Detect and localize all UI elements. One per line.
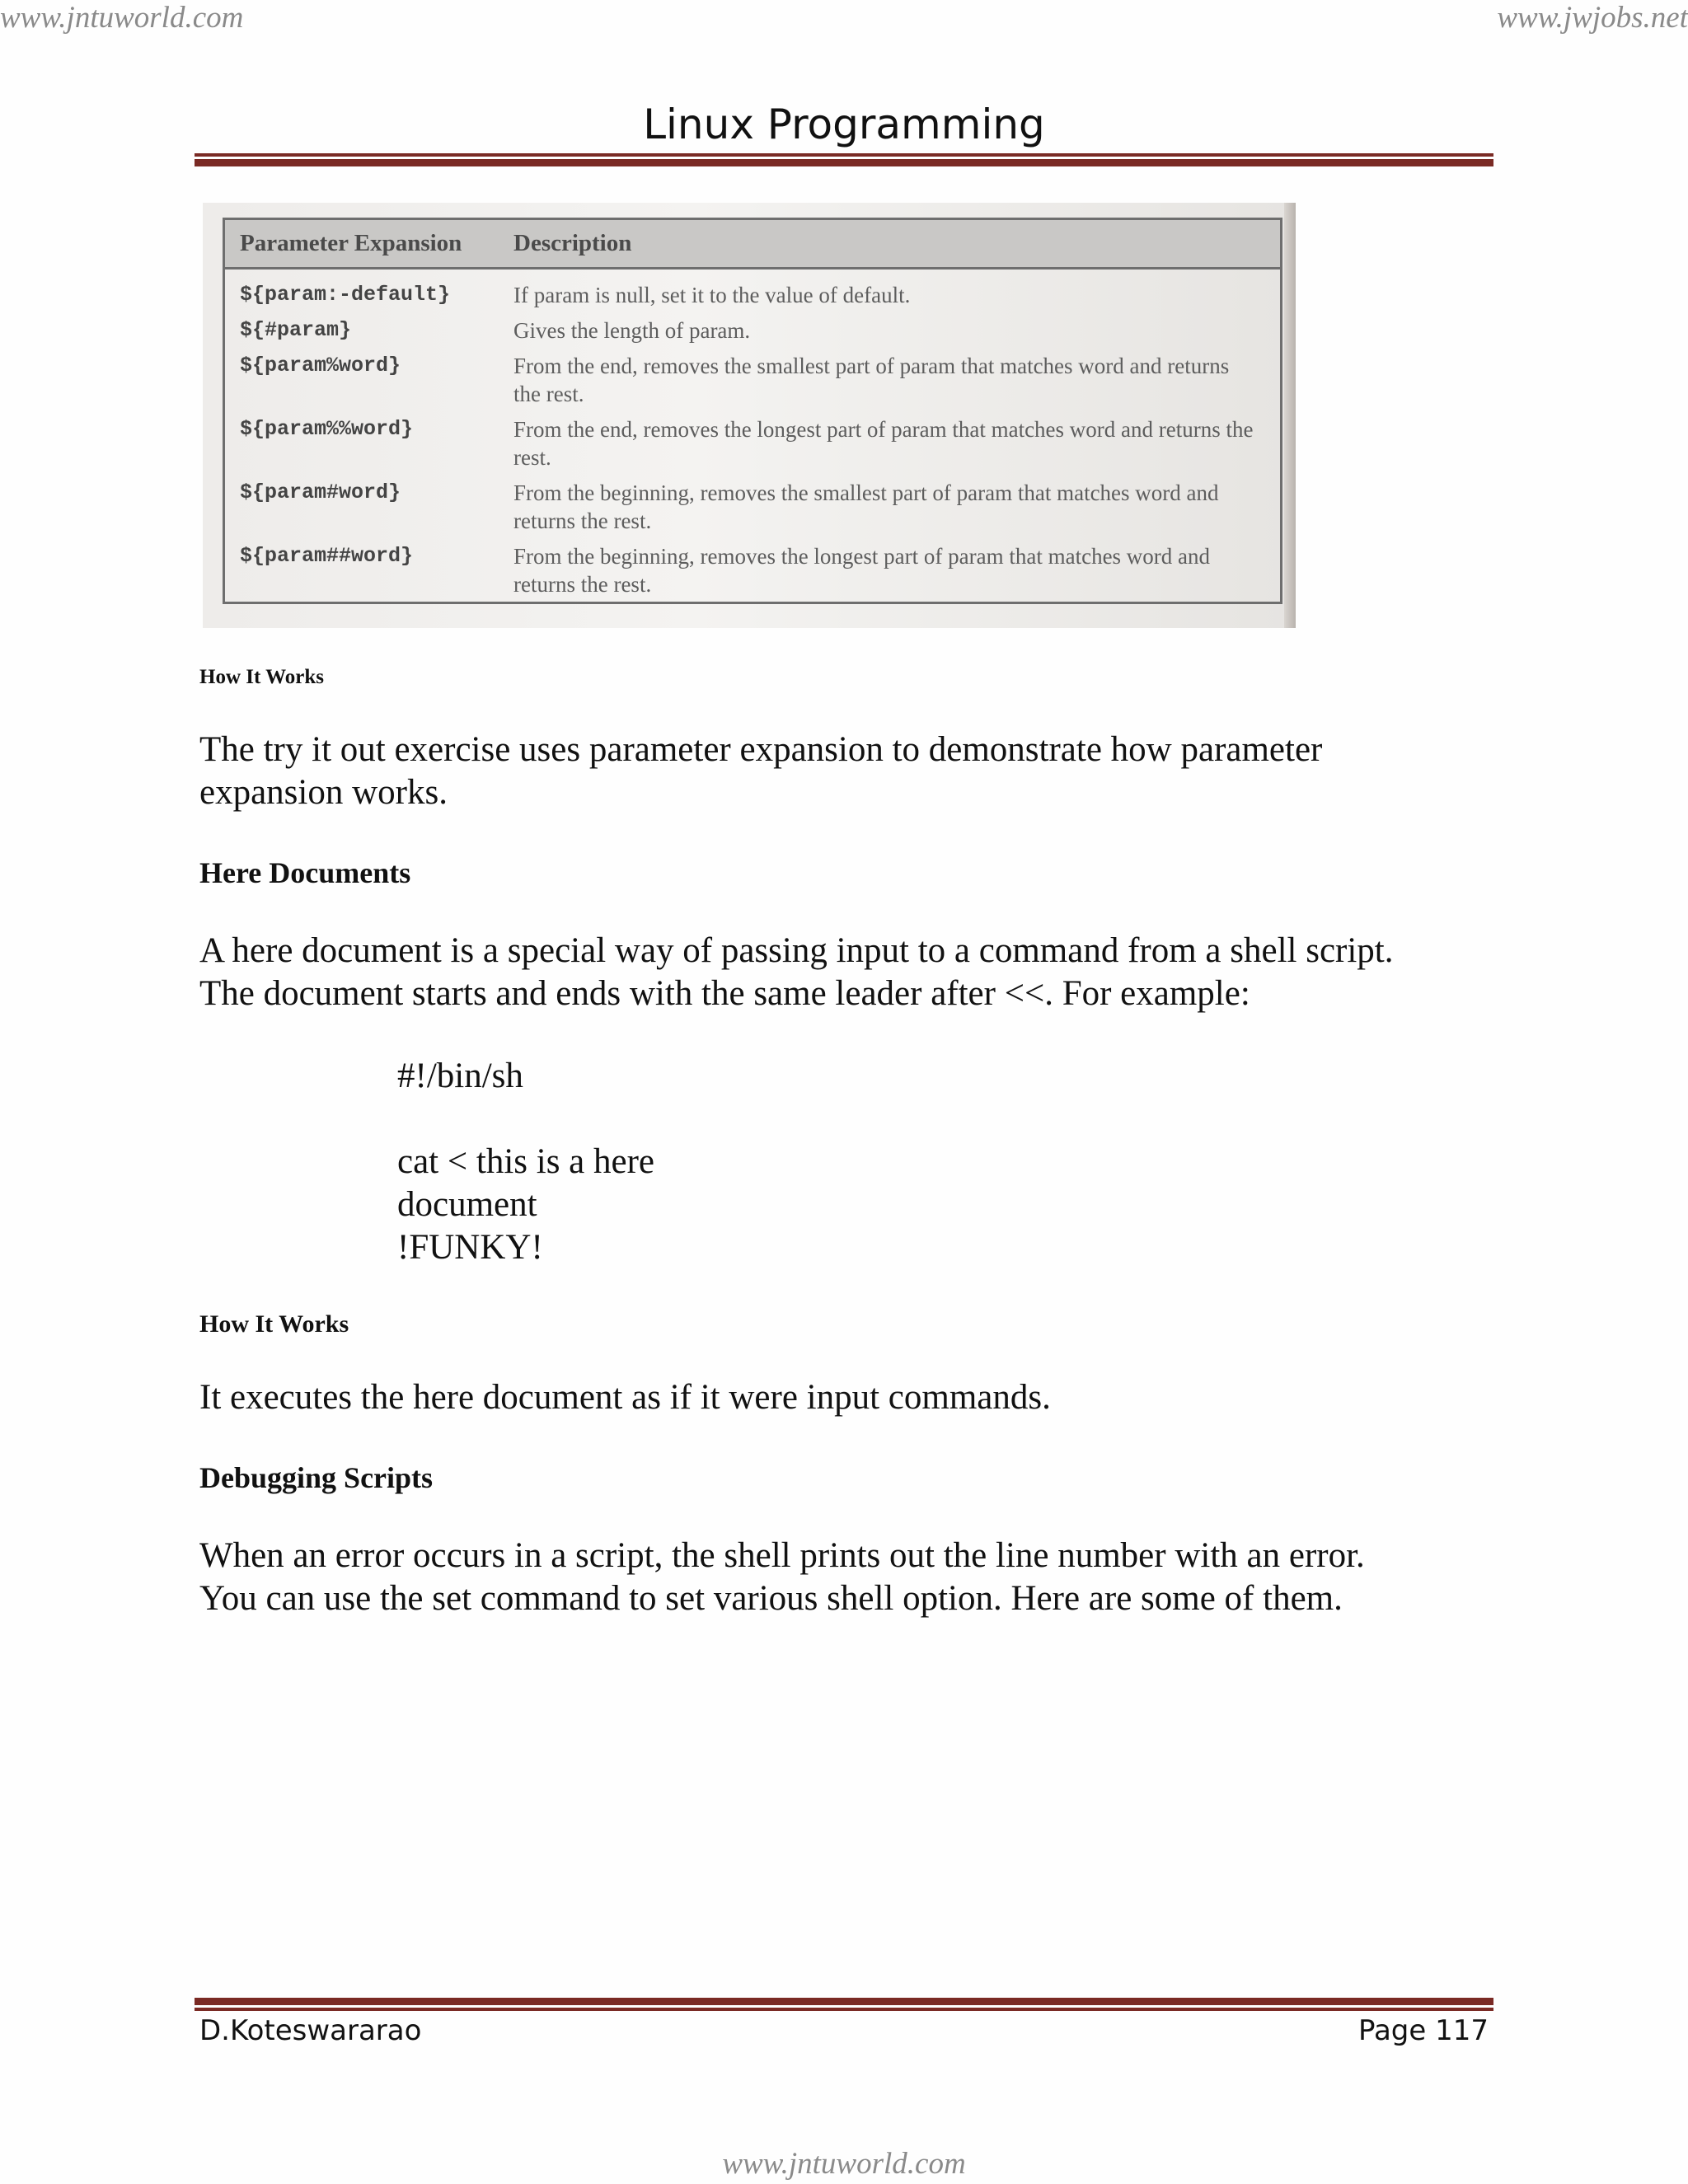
header-rule [195, 153, 1493, 166]
parameter-expansion-table-image [203, 203, 1296, 628]
paragraph-line: When an error occurs in a script, the shell prints out the line number with an error. [199, 1536, 1365, 1575]
column-header-description: Description [499, 219, 1282, 269]
paragraph-line: expansion works. [199, 773, 448, 812]
how-it-works-heading: How It Works [199, 666, 324, 688]
param-cell: ${param:-default} [240, 283, 451, 307]
how-it-works-heading: How It Works [199, 1310, 349, 1338]
parameter-expansion-table [223, 218, 1282, 604]
table-row [224, 411, 1282, 475]
code-line: document [397, 1185, 537, 1224]
page-header-title: Linux Programming [643, 101, 1045, 148]
code-example [397, 1141, 654, 1269]
param-cell: ${param##word} [240, 544, 414, 568]
table-header-row [224, 219, 1282, 269]
description-cell: From the beginning, removes the longest part of param that matches word and returns the rest. [513, 544, 1211, 597]
paragraph-line: The try it out exercise uses parameter expansion to demonstrate how parameter [199, 730, 1323, 769]
table-row [224, 538, 1282, 603]
here-documents-heading: Here Documents [199, 856, 411, 889]
footer-rule [195, 1998, 1493, 2011]
description-cell: From the end, removes the longest part of param that matches word and returns the rest. [513, 417, 1254, 470]
table-row [224, 475, 1282, 538]
description-cell: From the end, removes the smallest part of param that matches word and returns the rest. [513, 354, 1230, 406]
footer-author: D.Koteswararao [199, 2014, 422, 2047]
code-line: !FUNKY! [397, 1228, 543, 1267]
table-row [224, 348, 1282, 411]
paragraph-debugging [199, 1535, 1502, 1620]
paragraph-parameter-expansion [199, 729, 1502, 814]
description-cell: If param is null, set it to the value of default. [513, 283, 911, 307]
table-row [224, 312, 1282, 348]
paragraph-line: The document starts and ends with the same leader after <<. For example: [199, 974, 1250, 1013]
paragraph-here-documents [199, 930, 1502, 1015]
description-cell: From the beginning, removes the smallest part of param that matches word and returns the rest. [513, 480, 1219, 533]
description-cell: Gives the length of param. [513, 318, 751, 343]
debugging-scripts-heading: Debugging Scripts [199, 1461, 434, 1494]
param-cell: ${param%word} [240, 354, 401, 377]
code-line: cat < this is a here [397, 1142, 655, 1181]
paragraph-line: A here document is a special way of passing input to a command from a shell script. [199, 931, 1394, 970]
param-cell: ${param#word} [240, 480, 401, 504]
footer-page-number: Page 117 [1357, 2014, 1489, 2047]
watermark-bottom: www.jntuworld.com [722, 2147, 966, 2181]
table-row [224, 269, 1282, 313]
scan-edge-shadow [1284, 203, 1296, 628]
code-line: #!/bin/sh [397, 1057, 523, 1095]
paragraph-line: You can use the set command to set various shell option. Here are some of them. [199, 1579, 1343, 1618]
param-cell: ${#param} [240, 318, 352, 342]
watermark-top-right: www.jwjobs.net [1497, 1, 1688, 35]
watermark-top-left: www.jntuworld.com [0, 1, 244, 35]
param-cell: ${param%%word} [240, 417, 414, 441]
column-header-parameter: Parameter Expansion [224, 219, 499, 269]
paragraph-executes: It executes the here document as if it were input commands. [199, 1378, 1051, 1417]
